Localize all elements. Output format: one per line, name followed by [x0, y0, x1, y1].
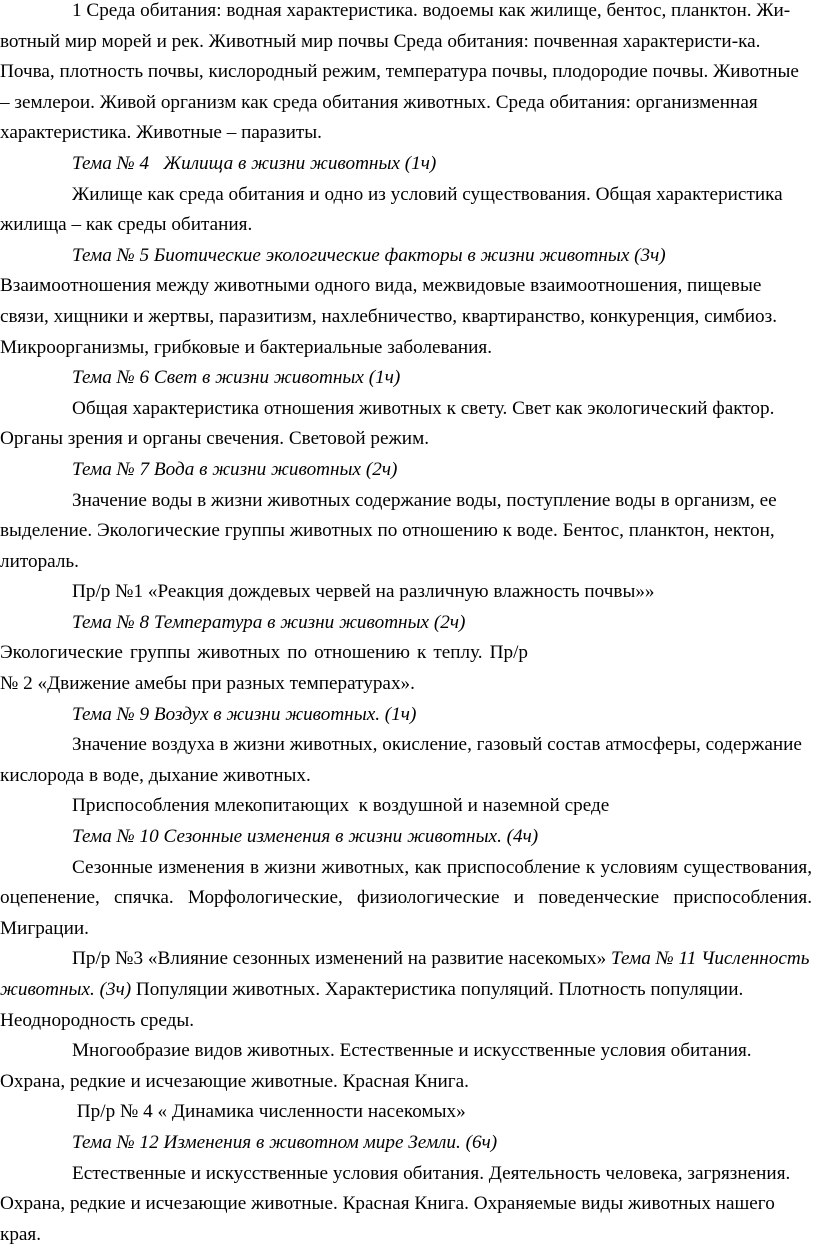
topic-title-5: Тема № 5 Биотические экологические факторы в жизни животных (3ч): [72, 244, 666, 266]
paragraph-topic-10: Сезонные изменения в жизни животных, как приспособление к условиям существования, оцепенение, спячка. Морфологические, физиологические и поведенческие приспособления. Миграции.: [0, 856, 812, 939]
topic-title-6: Тема № 6 Свет в жизни животных (1ч): [72, 367, 401, 389]
paragraph-topic-8: Экологические группы животных по отношению к теплу. Пр/р № 2 «Движение амебы при разных температурах».: [0, 642, 528, 695]
paragraph-topic-6: Общая характеристика отношения животных к свету. Свет как экологический фактор. Органы зрения и органы свечения. Световой режим.: [0, 397, 775, 450]
paragraph-topic-11: Популяции животных. Характеристика популяций. Плотность популяции. Неоднородность среды.: [0, 979, 744, 1031]
practical-work-3: Пр/р №3 «Влияние сезонных изменений на развитие насекомых»: [72, 948, 611, 970]
paragraph-topic-4: Жилище как среда обитания и одно из условий существования. Общая характеристика жилища – как среды обитания.: [0, 183, 783, 236]
paragraph-practical-3-and-topic-11: [0, 944, 812, 1036]
topic-title-9: Тема № 9 Воздух в жизни животных. (1ч): [72, 703, 417, 725]
practical-work-4: Пр/р № 4 « Динамика численности насекомых»: [72, 1101, 466, 1123]
paragraph-habitat: 1 Среда обитания: водная характеристика. водоемы как жилище, бентос, планктон. Жи-вотный мир морей и рек. Животный мир почвы Среда обитания: почвенная характеристи-ка. Почва, плотность почвы, кислородный режим, температура почвы, плодородие почвы. Животные – землерои. Живой организм как среда обитания животных. Среда обитания: организменная характеристика. Животные – паразиты.: [0, 0, 799, 144]
topic-title-12: Тема № 12 Изменения в животном мире Земли. (6ч): [72, 1131, 498, 1153]
paragraph-topic-12: Естественные и искусственные условия обитания. Деятельность человека, загрязнения. Охрана, редкие и исчезающие животные. Красная Книга. Охраняемые виды животных нашего края.: [0, 1162, 791, 1245]
paragraph-topic-7: Значение воды в жизни животных содержание воды, поступление воды в организм, ее выделение. Экологические группы животных по отношению к воде. Бентос, планктон, нектон, литораль.: [0, 489, 777, 572]
topic-title-8: Тема № 8 Температура в жизни животных (2ч): [72, 611, 466, 633]
topic-title-7: Тема № 7 Вода в жизни животных (2ч): [72, 458, 398, 480]
topic-title-4: Тема № 4 Жилища в жизни животных (1ч): [72, 152, 437, 174]
paragraph-topic-5: Взаимоотношения между животными одного вида, межвидовые взаимоотношения, пищевые связи, хищники и жертвы, паразитизм, нахлебничество, квартиранство, конкуренция, симбиоз. Микроорганизмы, грибковые и бактериальные заболевания.: [0, 275, 778, 358]
paragraph-topic-9: Значение воздуха в жизни животных, окисление, газовый состав атмосферы, содержание кислорода в воде, дыхание животных.: [0, 734, 802, 786]
paragraph-topic-11-species: Многообразие видов животных. Естественные и искусственные условия обитания. Охрана, редкие и исчезающие животные. Красная Книга.: [0, 1040, 752, 1092]
topic-title-11: Тема № 11 Численность животных. (3ч): [0, 948, 810, 1000]
topic-title-10: Тема № 10 Сезонные изменения в жизни животных. (4ч): [72, 826, 539, 848]
practical-work-1: Пр/р №1 «Реакция дождевых червей на различную влажность почвы»»: [72, 581, 655, 603]
paragraph-topic-9-adaptations: Приспособления млекопитающих к воздушной и наземной среде: [72, 795, 610, 817]
